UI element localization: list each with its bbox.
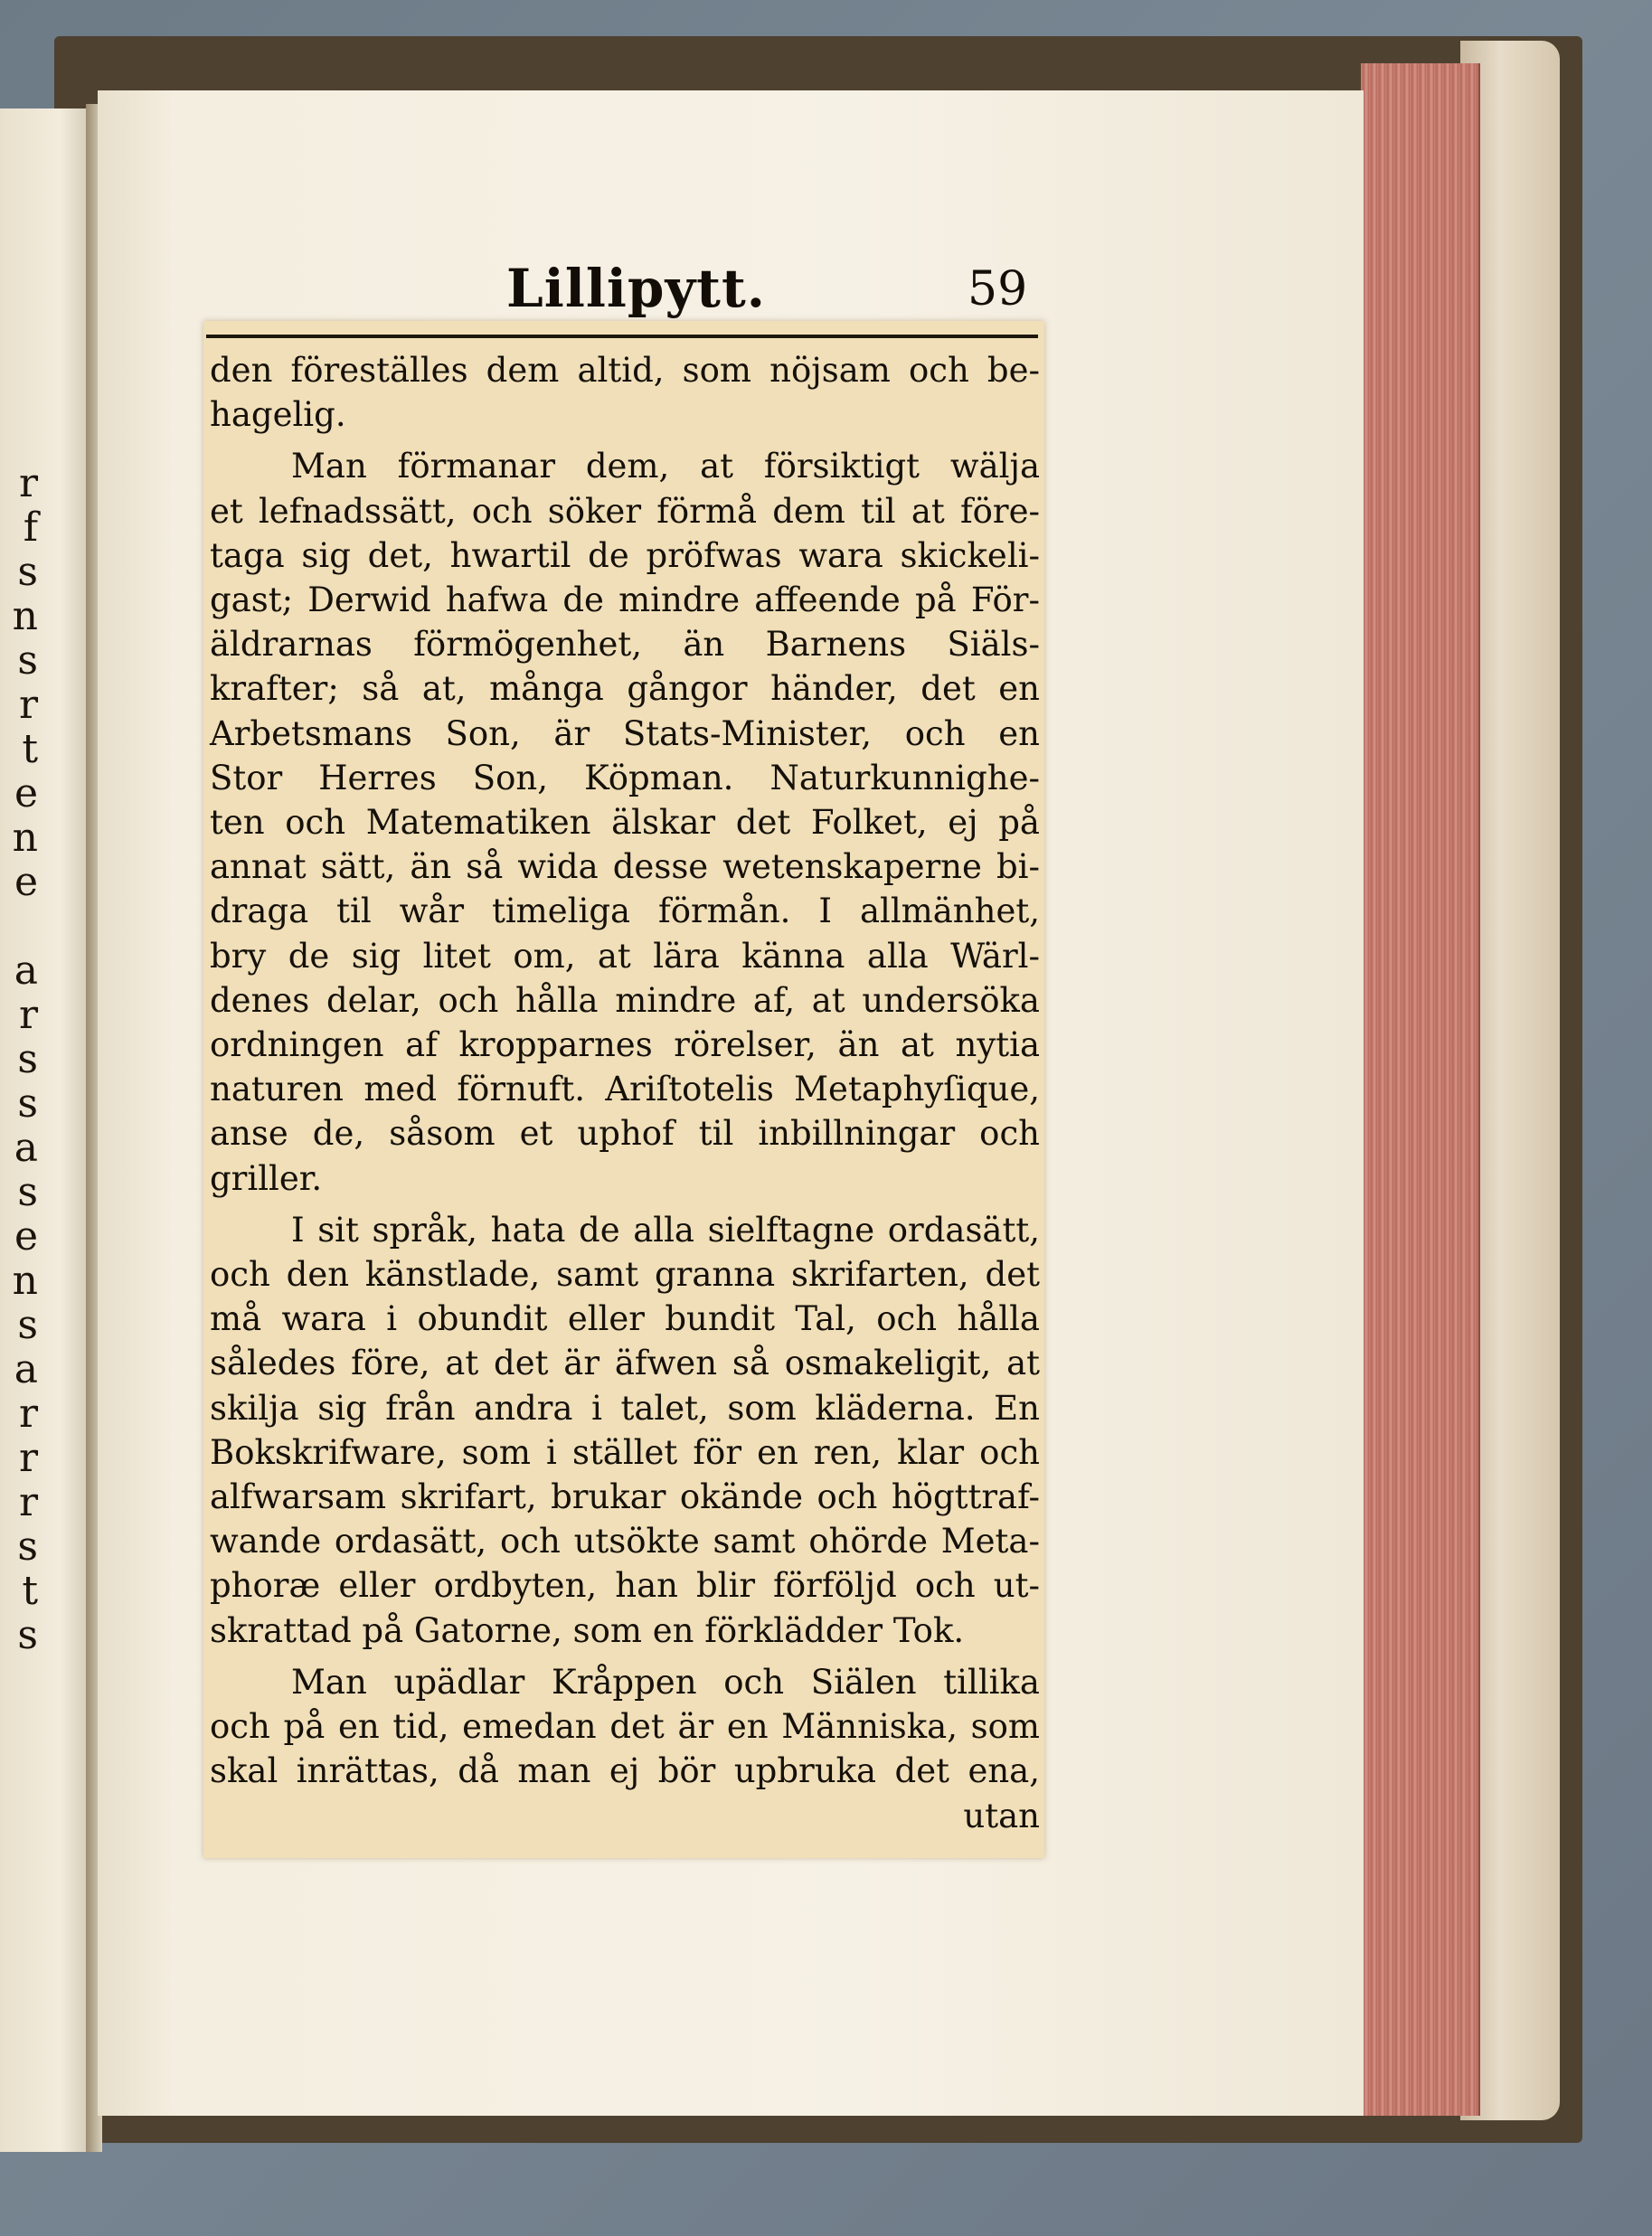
text-line: et lefnadssätt, och söker förmå dem til at före- [210,491,1040,531]
left-fragment: r [18,1435,38,1481]
left-page-text-fragments [2,461,38,1657]
text-line: Arbetsmans Son, är Stats-Minister, och en [210,713,1040,753]
text-line: äldrarnas förmögenhet, än Barnens Siäls- [210,625,1040,665]
text-line: må wara i obundit eller bundit Tal, och hålla [210,1299,1040,1339]
left-fragment: f [23,505,38,551]
left-fragment: s [17,1524,38,1570]
running-head: Lillipytt. [506,258,766,319]
text-line: gast; Derwid hafwa de mindre affeende på För- [210,580,1040,620]
left-fragment: r [18,460,38,506]
text-line: wande ordasätt, och utsökte samt ohörde Meta- [210,1522,1040,1561]
text-line: phoræ eller ordbyten, han blir förföljd och ut- [210,1566,1040,1606]
left-fragment: s [17,1302,38,1348]
text-line: I sit språk, hata de alla sielftagne ordasätt, [291,1210,1040,1250]
text-line: och på en tid, emedan det är en Människa, som [210,1707,1040,1747]
text-line: anse de, såsom et uphof til inbillningar och [210,1114,1040,1154]
left-fragment: e [14,1213,38,1260]
text-line: krafter; så at, många gångor händer, det en [210,669,1040,709]
left-fragment: a [14,948,38,994]
text-line: ordningen af kropparnes rörelser, än at nytia [210,1025,1040,1065]
left-fragment: s [17,1612,38,1658]
left-fragment: s [17,549,38,595]
left-fragment: s [17,1036,38,1082]
left-fragment: r [18,992,38,1038]
paragraph-gap [210,1653,1040,1660]
left-fragment: t [22,1568,38,1614]
left-fragment: s [17,1169,38,1215]
text-line: den föreställes dem altid, som nöjsam och be- [210,351,1040,390]
paragraph-gap [210,437,1040,444]
text-line: naturen med förnuft. Ariſtotelis Metaphyſique, [210,1070,1040,1109]
text-line: ten och Matematiken älskar det Folket, ej på [210,803,1040,843]
left-fragment: a [14,1346,38,1392]
page-edges [1361,63,1480,2116]
body-text [210,348,1040,1838]
left-fragment: r [18,1479,38,1525]
left-fragment [2,904,38,948]
text-line: taga sig det, hwartil de pröfwas wara skickeli- [210,535,1040,575]
left-fragment: e [14,859,38,905]
paragraph-gap [210,1201,1040,1208]
left-fragment: r [18,1391,38,1437]
text-line: griller. [210,1158,323,1198]
left-fragment: s [17,1080,38,1127]
text-line: skilja sig från andra i talet, som kläderna. En [210,1388,1040,1428]
text-line: och den känstlade, samt granna skrifarten, det [210,1255,1040,1295]
header-rule [206,335,1038,338]
left-fragment: a [14,1125,38,1171]
page-number: 59 [968,262,1028,316]
left-fragment: n [12,593,38,639]
text-line: skrattad på Gatorne, som en förklädder Tok. [210,1610,965,1650]
left-fragment: t [22,726,38,772]
text-line: hagelig. [210,395,346,435]
text-line: Man förmanar dem, at försiktigt wälja [291,447,1040,486]
left-page [0,108,86,2152]
left-fragment: n [12,1258,38,1304]
text-line: bry de sig litet om, at lära känna alla Wärl- [210,936,1040,976]
left-fragment: n [12,815,38,861]
left-fragment: e [14,770,38,816]
left-fragment: r [18,682,38,728]
text-line: alfwarsam skrifart, brukar okände och högttraf- [210,1477,1040,1517]
text-line: Stor Herres Son, Köpman. Naturkunnighe- [210,758,1040,797]
text-line: således före, at det är äfwen så osmakeligit, at [210,1344,1040,1383]
text-line: denes delar, och hålla mindre af, at undersöka [210,980,1040,1020]
text-line: utan [963,1796,1040,1835]
text-line: Man upädlar Kråppen och Siälen tillika [291,1662,1040,1702]
text-line: Bokskrifware, som i stället för en ren, klar och [210,1432,1040,1472]
text-line: skal inrättas, då man ej bör upbruka det ena, [210,1751,1040,1791]
text-line: draga til wår timeliga förmån. I allmänhet, [210,892,1040,931]
text-line: annat sätt, än så wida desse wetenskaperne bi- [210,847,1040,887]
left-fragment: s [17,637,38,684]
